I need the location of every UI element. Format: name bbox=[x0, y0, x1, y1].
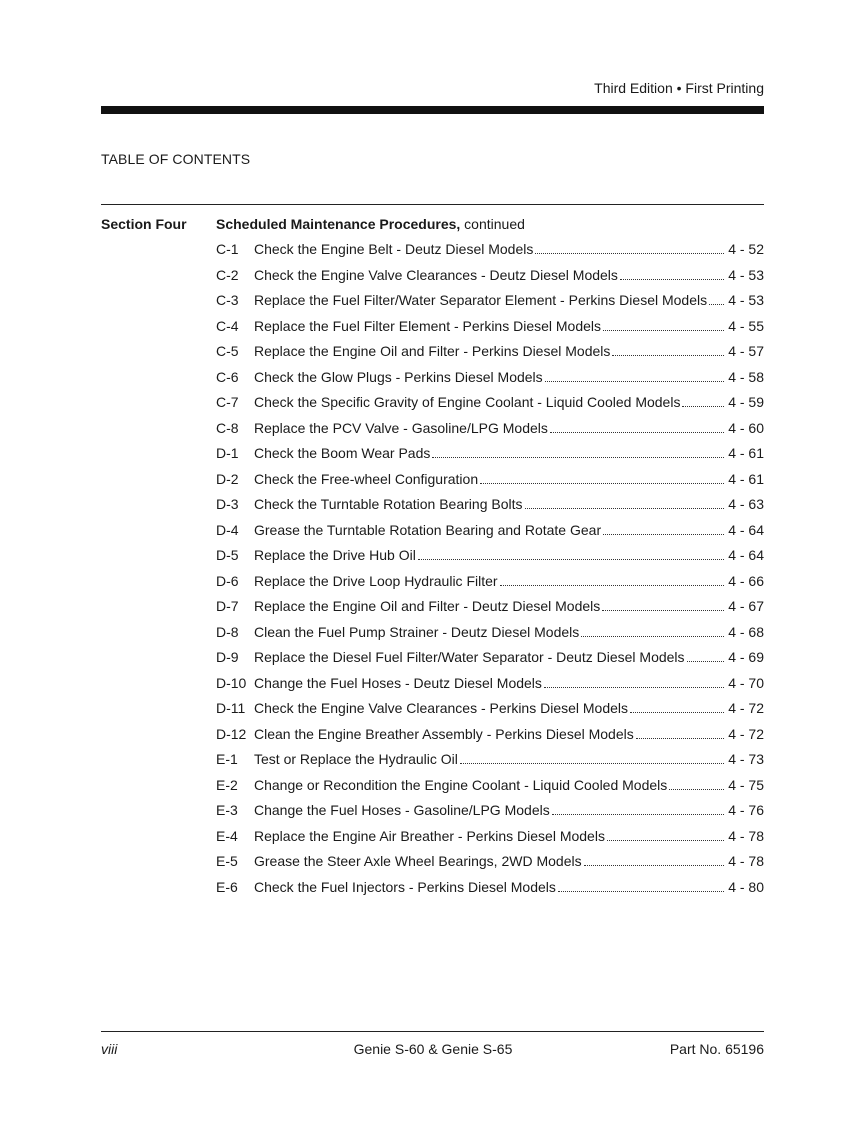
toc-entry-page: 4 - 59 bbox=[728, 394, 764, 410]
toc-entry-page: 4 - 61 bbox=[728, 445, 764, 461]
toc-entry-code: D-7 bbox=[216, 598, 239, 614]
toc-entry-title: Clean the Engine Breather Assembly - Perkins Diesel Models bbox=[254, 725, 634, 742]
dot-leader bbox=[607, 839, 724, 841]
toc-entry-page: 4 - 53 bbox=[728, 292, 764, 308]
toc-entry-page: 4 - 53 bbox=[728, 266, 764, 283]
section-suffix: continued bbox=[460, 216, 525, 232]
dot-leader bbox=[552, 813, 724, 815]
toc-entry-code: C-1 bbox=[216, 241, 239, 257]
toc-entry-page: 4 - 78 bbox=[728, 827, 764, 844]
dot-leader bbox=[432, 456, 724, 458]
toc-entry[interactable] bbox=[216, 314, 764, 340]
toc-entry-page: 4 - 66 bbox=[728, 572, 764, 589]
toc-entry-page: 4 - 55 bbox=[728, 317, 764, 334]
toc-entry-page: 4 - 69 bbox=[728, 649, 764, 665]
toc-entry[interactable] bbox=[216, 390, 764, 416]
toc-entry-code: D-4 bbox=[216, 521, 239, 538]
toc-entry[interactable] bbox=[216, 263, 764, 289]
toc-entry-code: D-6 bbox=[216, 572, 239, 589]
toc-entry[interactable] bbox=[216, 696, 764, 722]
toc-entry-title: Change or Recondition the Engine Coolant - Liquid Cooled Models bbox=[254, 776, 668, 793]
toc-entry-page: 4 - 80 bbox=[728, 878, 764, 895]
toc-entry-title: Replace the Diesel Fuel Filter/Water Separator - Deutz Diesel Models bbox=[254, 649, 685, 665]
toc-entry-code: C-5 bbox=[216, 343, 239, 359]
dot-leader bbox=[669, 788, 724, 790]
toc-entry-page: 4 - 67 bbox=[728, 598, 764, 614]
footer-rule bbox=[101, 1031, 764, 1032]
toc-entry-title: Replace the Engine Oil and Filter - Perkins Diesel Models bbox=[254, 343, 611, 359]
toc-entry[interactable] bbox=[216, 543, 764, 569]
footer-model: Genie S-60 & Genie S-65 bbox=[353, 1041, 513, 1057]
toc-entry-code: D-2 bbox=[216, 470, 239, 487]
toc-entry-code: E-6 bbox=[216, 878, 238, 895]
toc-entry-title: Change the Fuel Hoses - Deutz Diesel Models bbox=[254, 674, 542, 691]
dot-leader bbox=[630, 711, 724, 713]
toc-entry-title: Grease the Turntable Rotation Bearing and Rotate Gear bbox=[254, 521, 602, 538]
toc-entry-title: Check the Glow Plugs - Perkins Diesel Models bbox=[254, 368, 543, 385]
toc-entry-title: Replace the Engine Air Breather - Perkins Diesel Models bbox=[254, 827, 605, 844]
toc-entry[interactable] bbox=[216, 645, 764, 671]
dot-leader bbox=[525, 507, 725, 509]
toc-entry[interactable] bbox=[216, 747, 764, 773]
dot-leader bbox=[581, 635, 724, 637]
toc-entry-list bbox=[216, 237, 764, 900]
toc-entry-page: 4 - 57 bbox=[728, 343, 764, 359]
toc-entry-page: 4 - 78 bbox=[728, 853, 764, 869]
toc-entry[interactable] bbox=[216, 671, 764, 697]
toc-entry[interactable] bbox=[216, 416, 764, 442]
dot-leader bbox=[544, 686, 724, 688]
dot-leader bbox=[550, 431, 724, 433]
toc-entry[interactable] bbox=[216, 441, 764, 467]
toc-entry-page: 4 - 72 bbox=[728, 700, 764, 716]
dot-leader bbox=[545, 380, 724, 382]
header-rule bbox=[101, 106, 764, 114]
toc-entry-code: C-6 bbox=[216, 368, 239, 385]
toc-entry[interactable] bbox=[216, 288, 764, 314]
dot-leader bbox=[535, 252, 724, 254]
dot-leader bbox=[418, 558, 724, 560]
dot-leader bbox=[620, 278, 724, 280]
footer-part-number: Part No. 65196 bbox=[669, 1041, 764, 1057]
toc-entry-title: Replace the Fuel Filter/Water Separator Element - Perkins Diesel Models bbox=[254, 292, 708, 308]
toc-entry-code: D-12 bbox=[216, 725, 247, 742]
dot-leader bbox=[460, 762, 724, 764]
toc-entry-code: C-2 bbox=[216, 266, 239, 283]
toc-entry[interactable] bbox=[216, 824, 764, 850]
toc-entry[interactable] bbox=[216, 798, 764, 824]
toc-entry-title: Check the Free-wheel Configuration bbox=[254, 470, 479, 487]
toc-entry-title: Replace the Fuel Filter Element - Perkins Diesel Models bbox=[254, 317, 602, 334]
dot-leader bbox=[612, 354, 724, 356]
dot-leader bbox=[603, 329, 724, 331]
toc-entry-code: E-2 bbox=[216, 776, 238, 793]
toc-entry[interactable] bbox=[216, 722, 764, 748]
toc-entry-code: C-8 bbox=[216, 419, 239, 436]
toc-entry-title: Replace the Drive Loop Hydraulic Filter bbox=[254, 572, 498, 589]
toc-entry[interactable] bbox=[216, 569, 764, 595]
toc-entry-page: 4 - 73 bbox=[728, 751, 764, 767]
dot-leader bbox=[709, 303, 724, 305]
toc-entry[interactable] bbox=[216, 467, 764, 493]
toc-entry-title: Replace the PCV Valve - Gasoline/LPG Models bbox=[254, 419, 548, 436]
toc-entry-code: E-1 bbox=[216, 751, 238, 767]
dot-leader bbox=[603, 533, 724, 535]
toc-entry-page: 4 - 64 bbox=[728, 521, 764, 538]
toc-entry[interactable] bbox=[216, 773, 764, 799]
toc-entry-code: E-4 bbox=[216, 827, 238, 844]
dot-leader bbox=[636, 737, 724, 739]
toc-entry-code: D-1 bbox=[216, 445, 239, 461]
toc-entry-page: 4 - 52 bbox=[728, 241, 764, 257]
toc-entry-page: 4 - 64 bbox=[728, 547, 764, 563]
toc-entry-code: D-10 bbox=[216, 674, 247, 691]
toc-entry-title: Check the Engine Valve Clearances - Perkins Diesel Models bbox=[254, 700, 629, 716]
toc-entry-code: D-5 bbox=[216, 547, 239, 563]
toc-entry-title: Replace the Engine Oil and Filter - Deutz Diesel Models bbox=[254, 598, 601, 614]
dot-leader bbox=[687, 660, 724, 662]
page-title: TABLE OF CONTENTS bbox=[101, 151, 251, 167]
toc-entry[interactable] bbox=[216, 339, 764, 365]
toc-entry-title: Grease the Steer Axle Wheel Bearings, 2WD Models bbox=[254, 853, 582, 869]
toc-entry-page: 4 - 58 bbox=[728, 368, 764, 385]
toc-entry-code: D-3 bbox=[216, 496, 239, 512]
toc-entry[interactable] bbox=[216, 518, 764, 544]
toc-entry-title: Test or Replace the Hydraulic Oil bbox=[254, 751, 458, 767]
toc-entry-code: D-9 bbox=[216, 649, 239, 665]
footer-page-number: viii bbox=[101, 1041, 118, 1057]
toc-entry-title: Check the Specific Gravity of Engine Coolant - Liquid Cooled Models bbox=[254, 394, 681, 410]
toc-entry-title: Change the Fuel Hoses - Gasoline/LPG Models bbox=[254, 802, 550, 818]
toc-entry-page: 4 - 70 bbox=[728, 674, 764, 691]
toc-entry-code: E-5 bbox=[216, 853, 238, 869]
toc-entry[interactable] bbox=[216, 875, 764, 901]
toc-entry[interactable] bbox=[216, 492, 764, 518]
toc-entry-page: 4 - 68 bbox=[728, 623, 764, 640]
toc-entry[interactable] bbox=[216, 365, 764, 391]
toc-entry-code: D-8 bbox=[216, 623, 239, 640]
edition-label: Third Edition • First Printing bbox=[594, 80, 764, 96]
toc-entry-page: 4 - 63 bbox=[728, 496, 764, 512]
toc-entry-title: Clean the Fuel Pump Strainer - Deutz Diesel Models bbox=[254, 623, 580, 640]
section-heading bbox=[216, 216, 525, 232]
toc-entry-page: 4 - 60 bbox=[728, 419, 764, 436]
toc-entry-title: Check the Fuel Injectors - Perkins Diesel Models bbox=[254, 878, 556, 895]
dot-leader bbox=[584, 864, 724, 866]
toc-entry[interactable] bbox=[216, 237, 764, 263]
dot-leader bbox=[682, 405, 724, 407]
toc-entry-page: 4 - 72 bbox=[728, 725, 764, 742]
toc-entry-code: C-7 bbox=[216, 394, 239, 410]
toc-entry-title: Check the Boom Wear Pads bbox=[254, 445, 431, 461]
dot-leader bbox=[480, 482, 724, 484]
toc-entry-title: Check the Engine Belt - Deutz Diesel Models bbox=[254, 241, 534, 257]
toc-entry-title: Check the Engine Valve Clearances - Deutz Diesel Models bbox=[254, 266, 618, 283]
toc-entry[interactable] bbox=[216, 594, 764, 620]
toc-entry-page: 4 - 61 bbox=[728, 470, 764, 487]
section-divider bbox=[101, 204, 764, 205]
toc-entry-page: 4 - 75 bbox=[728, 776, 764, 793]
toc-entry-code: E-3 bbox=[216, 802, 238, 818]
toc-entry-code: C-3 bbox=[216, 292, 239, 308]
toc-entry-code: D-11 bbox=[216, 700, 246, 716]
section-label: Section Four bbox=[101, 216, 187, 232]
toc-entry-page: 4 - 76 bbox=[728, 802, 764, 818]
section-title: Scheduled Maintenance Procedures, bbox=[216, 216, 461, 232]
toc-entry-code: C-4 bbox=[216, 317, 239, 334]
dot-leader bbox=[558, 890, 724, 892]
dot-leader bbox=[500, 584, 724, 586]
toc-entry-title: Check the Turntable Rotation Bearing Bolts bbox=[254, 496, 523, 512]
dot-leader bbox=[602, 609, 724, 611]
toc-entry[interactable] bbox=[216, 849, 764, 875]
toc-entry[interactable] bbox=[216, 620, 764, 646]
toc-entry-title: Replace the Drive Hub Oil bbox=[254, 547, 416, 563]
